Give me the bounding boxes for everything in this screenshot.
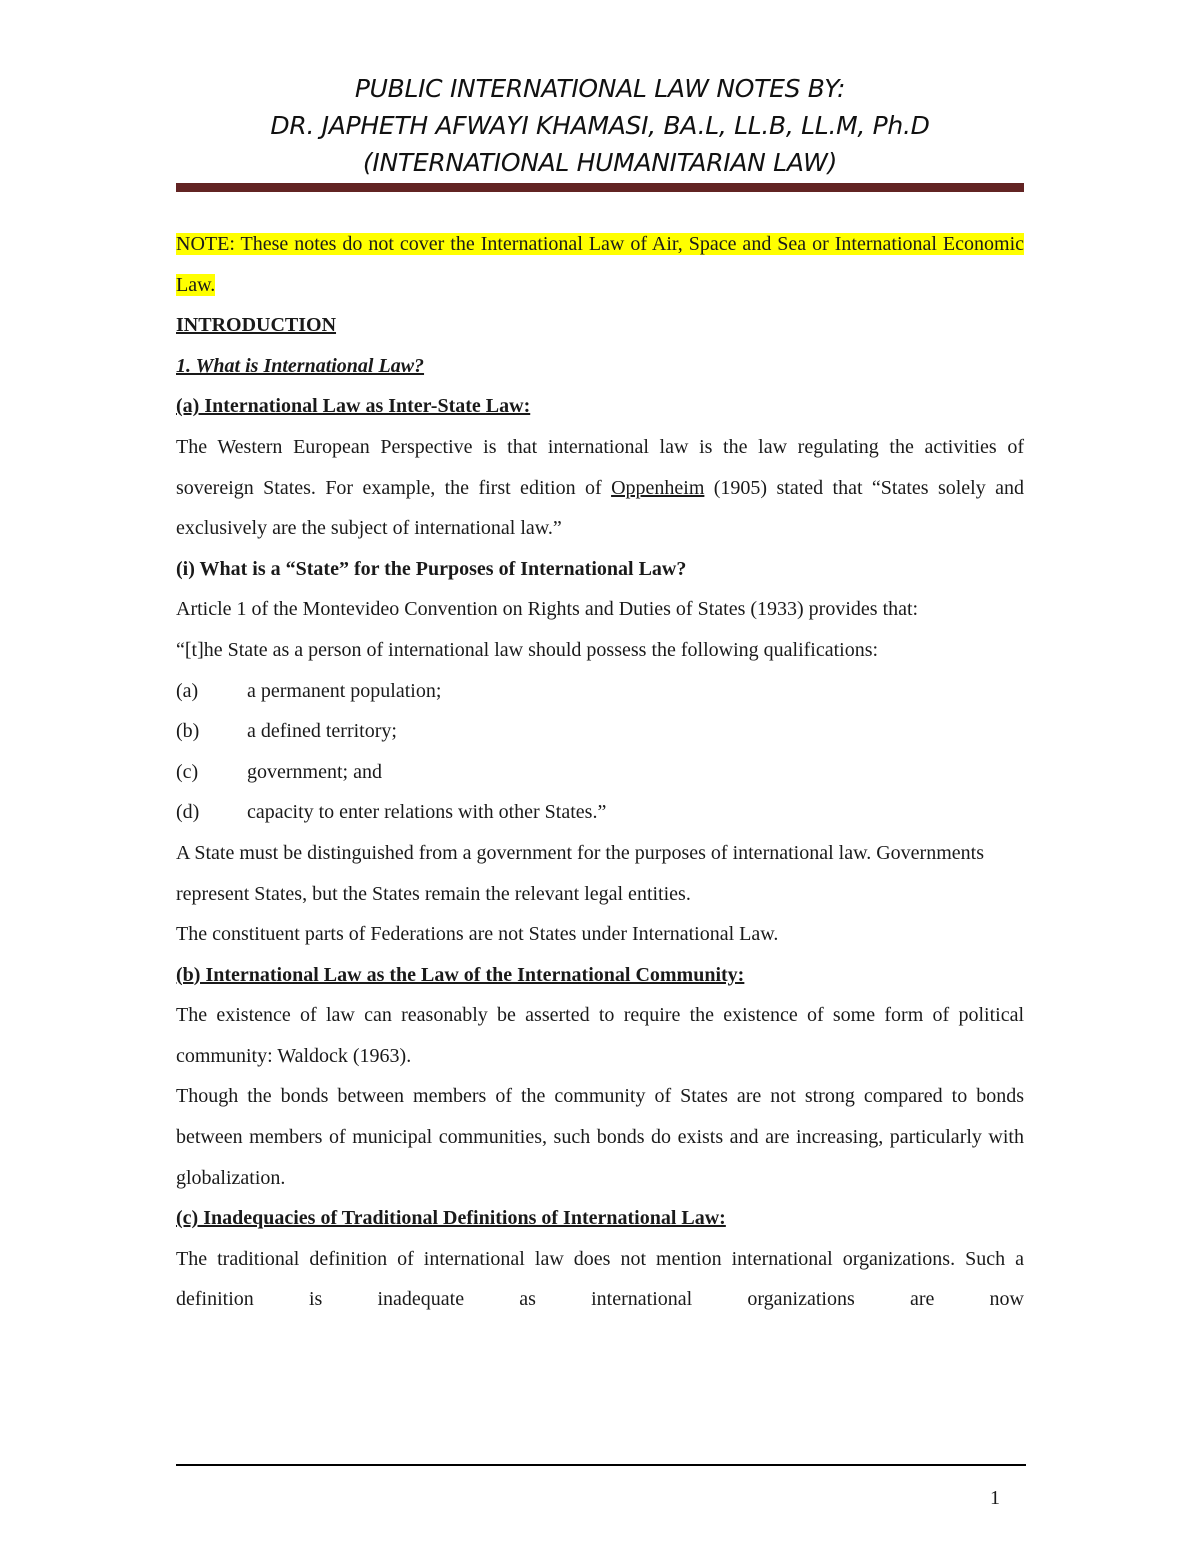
introduction-heading: INTRODUCTION (176, 314, 337, 337)
footer-divider (176, 1464, 1026, 1466)
list-marker: (c) (176, 760, 199, 783)
section-c-heading: (c) Inadequacies of Traditional Definitions of International Law: (176, 1207, 726, 1230)
list-text: government; and (247, 760, 382, 783)
header-subject-line: (INTERNATIONAL HUMANITARIAN LAW) (362, 148, 838, 177)
list-text: a permanent population; (247, 679, 442, 702)
header-title-line-1: PUBLIC INTERNATIONAL LAW NOTES BY: (354, 74, 846, 103)
list-item (176, 792, 1024, 833)
section-b-heading: (b) International Law as the Law of the International Community: (176, 963, 745, 986)
page-number: 1 (990, 1487, 1000, 1509)
section-i-paragraph-4: The constituent parts of Federations are not States under International Law. (176, 923, 779, 946)
document-body (176, 224, 1024, 1320)
section-i-paragraph-2: “[t]he State as a person of international law should possess the following qualifications: (176, 638, 879, 661)
list-marker: (d) (176, 801, 200, 824)
note-highlight: NOTE: These notes do not cover the International Law of Air, Space and Sea or International Economic Law. (176, 233, 1024, 296)
section-i-paragraph-1: Article 1 of the Montevideo Convention on Rights and Duties of States (1933) provides that: (176, 598, 919, 621)
note-paragraph (176, 224, 1024, 305)
list-text: a defined territory; (247, 720, 397, 743)
section-b-paragraph-2: Though the bonds between members of the community of States are not strong compared to bonds between members of municipal communities, such bonds do exists and are increasing, particularly with globalization. (176, 1085, 1024, 1189)
list-item (176, 671, 1024, 712)
list-item (176, 752, 1024, 793)
header-divider (176, 183, 1024, 192)
section-a-paragraph: The Western European Perspective is that international law is the law regulating the activities of sovereign States. For example, the first edition of Oppenheim (1905) stated that “States solely and exclusively are the subject of international law.” (176, 435, 1024, 540)
list-text: capacity to enter relations with other States.” (247, 801, 607, 824)
list-marker: (b) (176, 720, 200, 743)
oppenheim-reference: Oppenheim (611, 476, 705, 499)
document-header (176, 70, 1024, 181)
section-i-paragraph-3: A State must be distinguished from a government for the purposes of international law. Governments represent States, but the States remain the relevant legal entities. (176, 841, 984, 905)
section-c-paragraph-1: The traditional definition of international law does not mention international organizations. Such a definition is inadequate as international organizations are now (176, 1247, 1024, 1311)
section-a-heading: (a) International Law as Inter-State Law: (176, 395, 531, 418)
section-b-paragraph-1: The existence of law can reasonably be asserted to require the existence of some form of political community: Waldock (1963). (176, 1004, 1024, 1067)
list-item (176, 711, 1024, 752)
section-i-heading: (i) What is a “State” for the Purposes of International Law? (176, 557, 687, 580)
list-marker: (a) (176, 679, 199, 702)
question-heading: 1. What is International Law? (176, 354, 425, 377)
header-author-line: DR. JAPHETH AFWAYI KHAMASI, BA.L, LL.B, LL.M, Ph.D (270, 111, 930, 140)
